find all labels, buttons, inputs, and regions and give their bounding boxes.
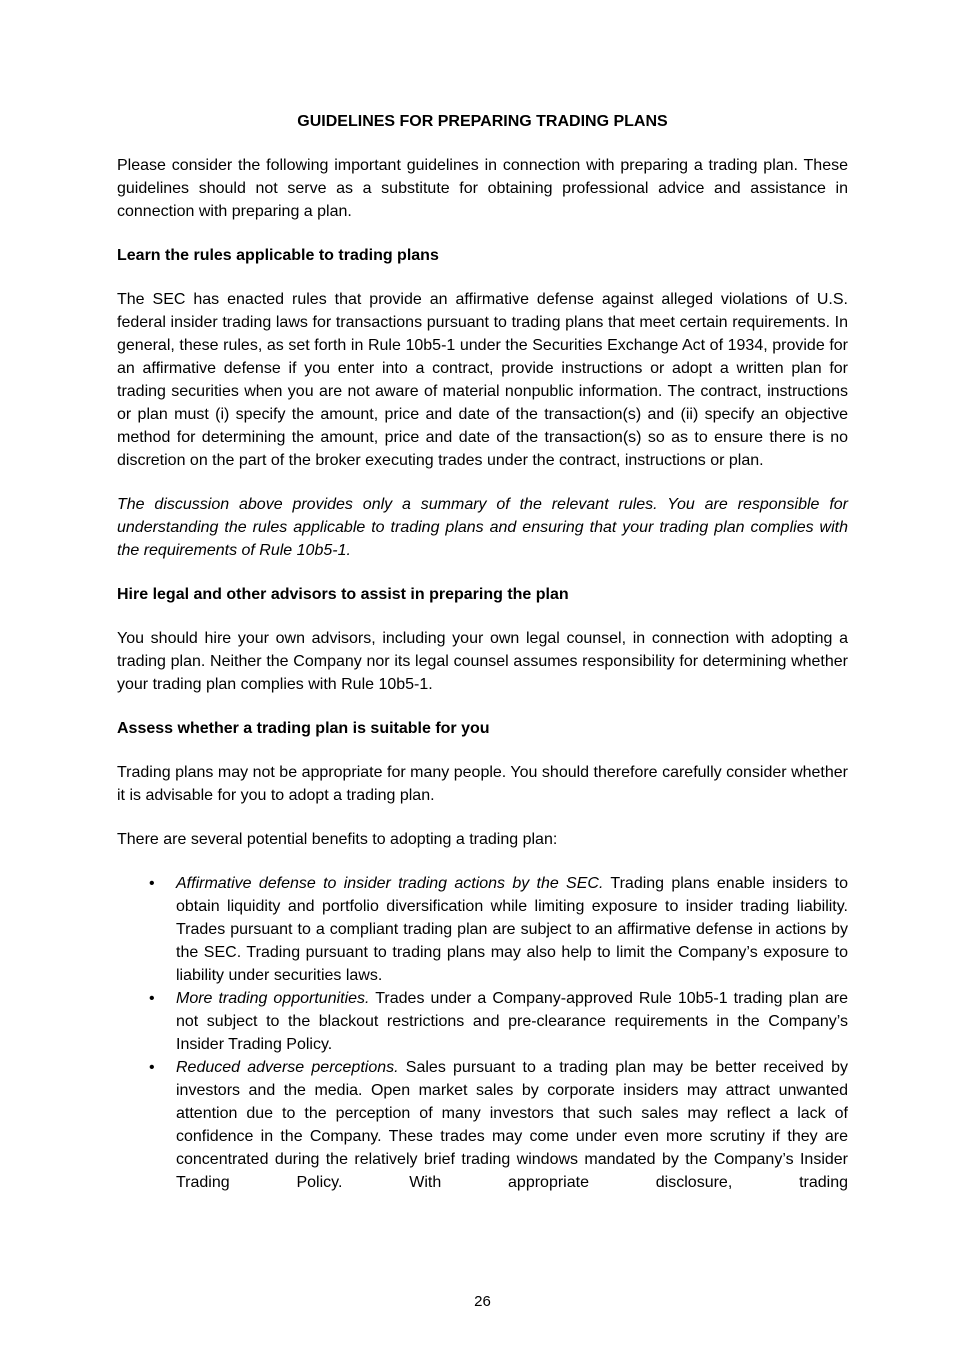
benefit-text: Trades under a Company-approved Rule 10b5-1 trading plan are not subject to the blackout restrictions and pre-clearance requirements in the Company’s Insider Trading Policy. [176,990,849,1053]
bullet-icon: • [149,875,155,892]
paragraph-benefits-intro: There are several potential benefits to adopting a trading plan: [117,831,558,848]
section-heading-hire-advisors: Hire legal and other advisors to assist in preparing the plan [117,586,569,603]
page-number: 26 [474,1293,491,1310]
bullet-icon: • [149,990,155,1007]
benefits-list [117,872,848,1194]
section-heading-assess-suitability: Assess whether a trading plan is suitable for you [117,720,490,737]
bullet-icon: • [149,1059,155,1076]
page-content [117,110,848,1194]
paragraph-hire-advisors: You should hire your own advisors, including your own legal counsel, in connection with adopting a trading plan. Neither the Company nor its legal counsel assumes responsibility for determining whether your trading plan complies with Rule 10b5-1. [117,630,848,693]
paragraph-suitability: Trading plans may not be appropriate for many people. You should therefore carefully consider whether it is advisable for you to adopt a trading plan. [117,764,848,804]
list-item-reduced-adverse-perceptions [149,1056,848,1194]
list-item-affirmative-defense [149,872,848,987]
benefit-lead: More trading opportunities. [176,990,370,1007]
section-heading-learn-rules: Learn the rules applicable to trading plans [117,247,439,264]
paragraph-sec-rules: The SEC has enacted rules that provide an affirmative defense against alleged violations of U.S. federal insider trading laws for transactions pursuant to trading plans that meet certain requirements. In general, these rules, as set forth in Rule 10b5-1 under the Securities Exchange Act of 1934, provide for an affirmative defense if you enter into a contract, provide instructions or adopt a written plan for trading securities when you are not aware of material nonpublic information. The contract, instructions or plan must (i) specify the amount, price and date of the transaction(s) and (ii) specify an objective method for determining the amount, price and date of the transaction(s) so as to ensure there is no discretion on the part of the broker executing trades under the contract, instructions or plan. [117,291,848,469]
benefit-lead: Reduced adverse perceptions. [176,1059,399,1076]
document-title: GUIDELINES FOR PREPARING TRADING PLANS [297,113,668,130]
benefit-text: Sales pursuant to a trading plan may be better received by investors and the media. Open market sales by corporate insiders may attract unwanted attention due to the perception of many investors that such sales may reflect a lack of confidence in the Company. These trades may come under even more scrutiny if they are concentrated during the relatively brief trading windows mandated by the Company’s Insider Trading Policy. With appropriate disclosure, trading [176,1059,848,1191]
list-item-more-trading-opportunities [149,987,849,1056]
paragraph-rules-summary-note: The discussion above provides only a summary of the relevant rules. You are responsible for understanding the rules applicable to trading plans and ensuring that your trading plan complies with the requirements of Rule 10b5-1. [117,496,848,559]
benefit-lead: Affirmative defense to insider trading actions by the SEC. [176,875,604,892]
benefit-text: Trading plans enable insiders to obtain liquidity and portfolio diversification while limiting exposure to insider trading liability. Trades pursuant to a compliant trading plan are subject to an affirmative defense in actions by the SEC. Trading pursuant to trading plans may also help to limit the Company’s exposure to liability under securities laws. [176,875,848,984]
intro-paragraph: Please consider the following important guidelines in connection with preparing a trading plan. These guidelines should not serve as a substitute for obtaining professional advice and assistance in connection with preparing a plan. [117,157,848,220]
